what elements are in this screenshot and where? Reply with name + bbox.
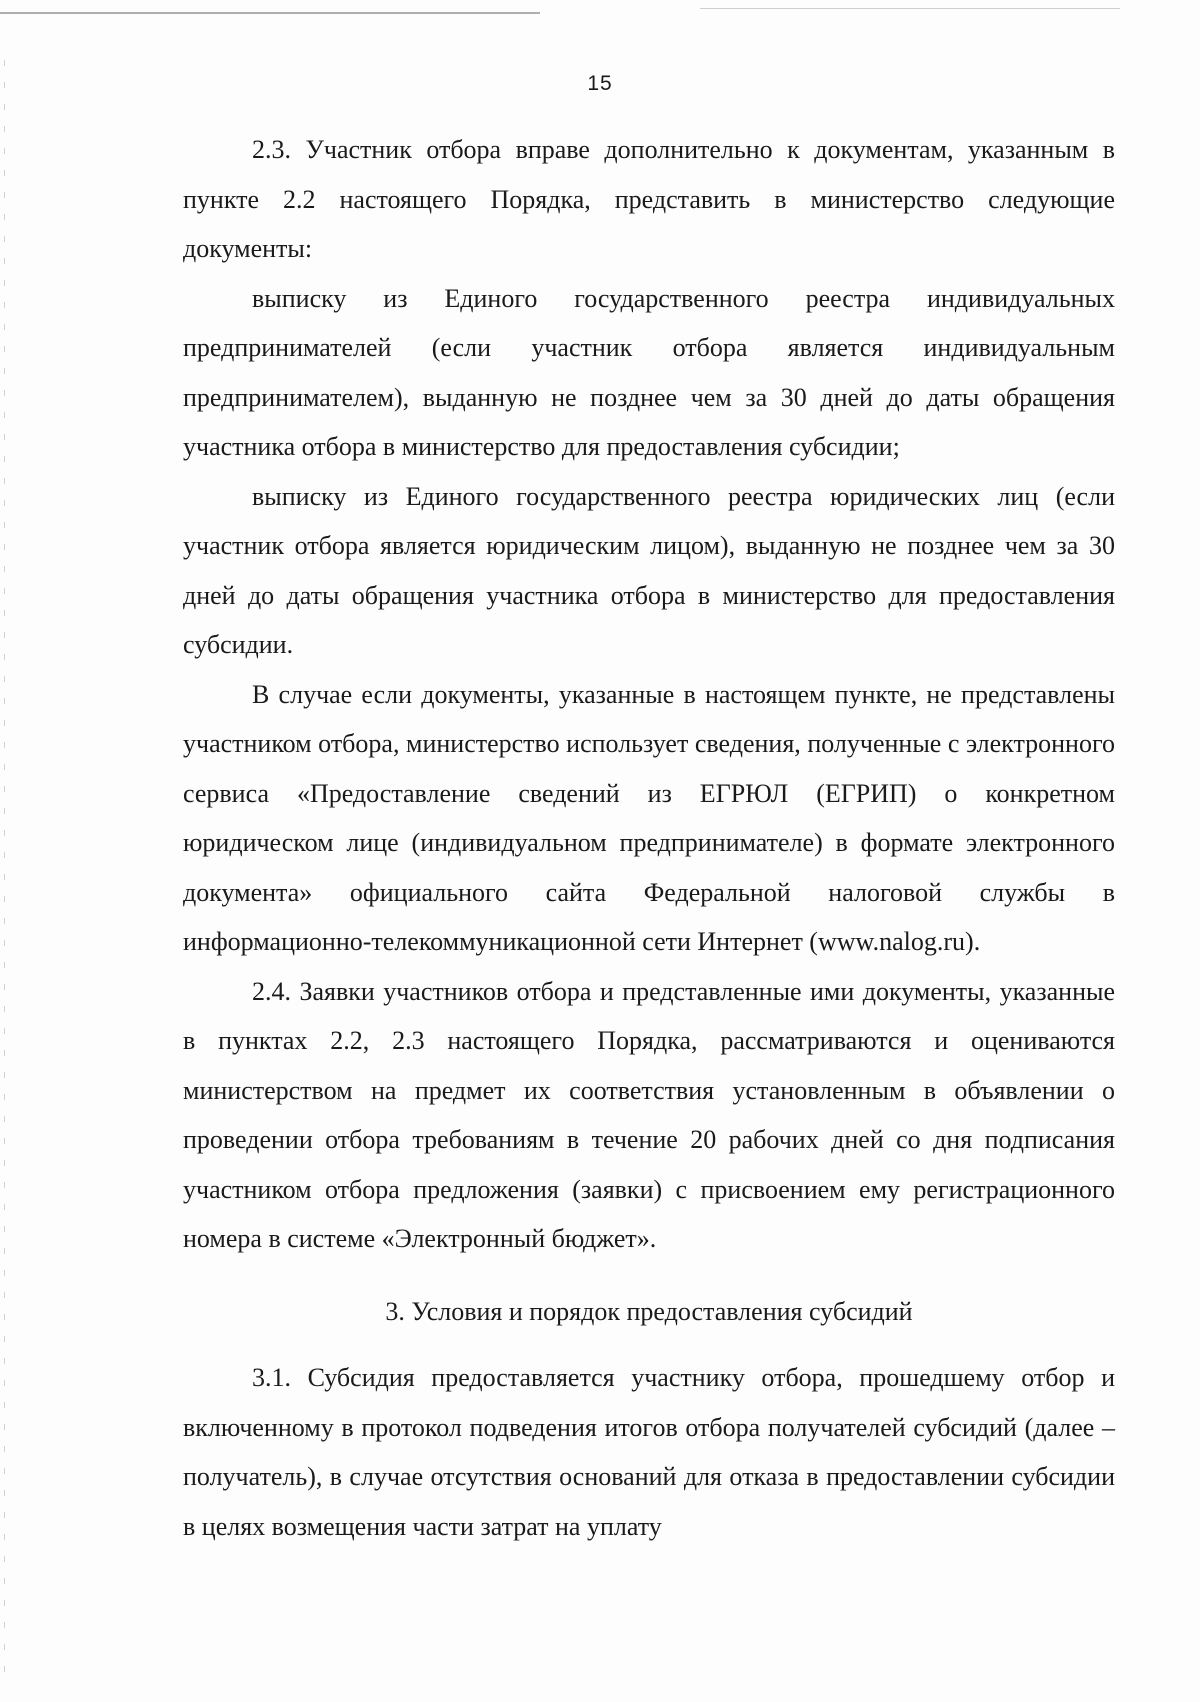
scan-artifact-top-right-line — [700, 8, 1120, 9]
paragraph-3-1: 3.1. Субсидия предоставляется участнику отбора, прошедшему отбор и включенному в протокол подведения итогов отбора получателей субсидий (далее – получатель), в случае отсутствия оснований для отказа в предоставлении субсидии в целях возмещения части затрат на уплату — [183, 1363, 1115, 1541]
paragraph-2-4: 2.4. Заявки участников отбора и представленные ими документы, указанные в пунктах 2.2, 2.3 настоящего Порядка, рассматриваются и оцениваются министерством на предмет их соответствия установленным в объявлении о проведении отбора требованиям в течение 20 рабочих дней со дня подписания участником отбора предложения (заявки) с присвоением ему регистрационного номера в системе «Электронный бюджет». — [183, 976, 1115, 1253]
paragraph-2-3: 2.3. Участник отбора вправе дополнительно к документам, указанным в пункте 2.2 настоящего Порядка, представить в министерство следующие документы: — [183, 135, 1115, 263]
section-title-3: 3. Условия и порядок предоставления субсидий — [385, 1296, 913, 1326]
paragraph-egrul-extract: выписку из Единого государственного реестра юридических лиц (если участник отбора является юридическим лицом), выданную не позднее чем за 30 дней до даты обращения участника отбора в министерство для предоставления субсидии. — [183, 481, 1115, 659]
paragraph-nalog-service: В случае если документы, указанные в настоящем пункте, не представлены участником отбора, министерство использует сведения, полученные с электронного сервиса «Предоставление сведений из ЕГРЮЛ (ЕГРИП) о конкретном юридическом лице (индивидуальном предпринимателе) в формате электронного документа» официального сайта Федеральной налоговой службы в информационно-телекоммуникационной сети Интернет (www.nalog.ru). — [183, 679, 1115, 956]
scan-artifact-top-line — [0, 12, 540, 14]
page-number: 15 — [587, 72, 613, 95]
document-body — [183, 125, 1115, 1551]
paragraph-egrip-extract: выписку из Единого государственного реестра индивидуальных предпринимателей (если участник отбора является индивидуальным предпринимателем), выданную не позднее чем за 30 дней до даты обращения участника отбора в министерство для предоставления субсидии; — [183, 283, 1115, 461]
scan-artifact-left-edge — [4, 60, 5, 1680]
